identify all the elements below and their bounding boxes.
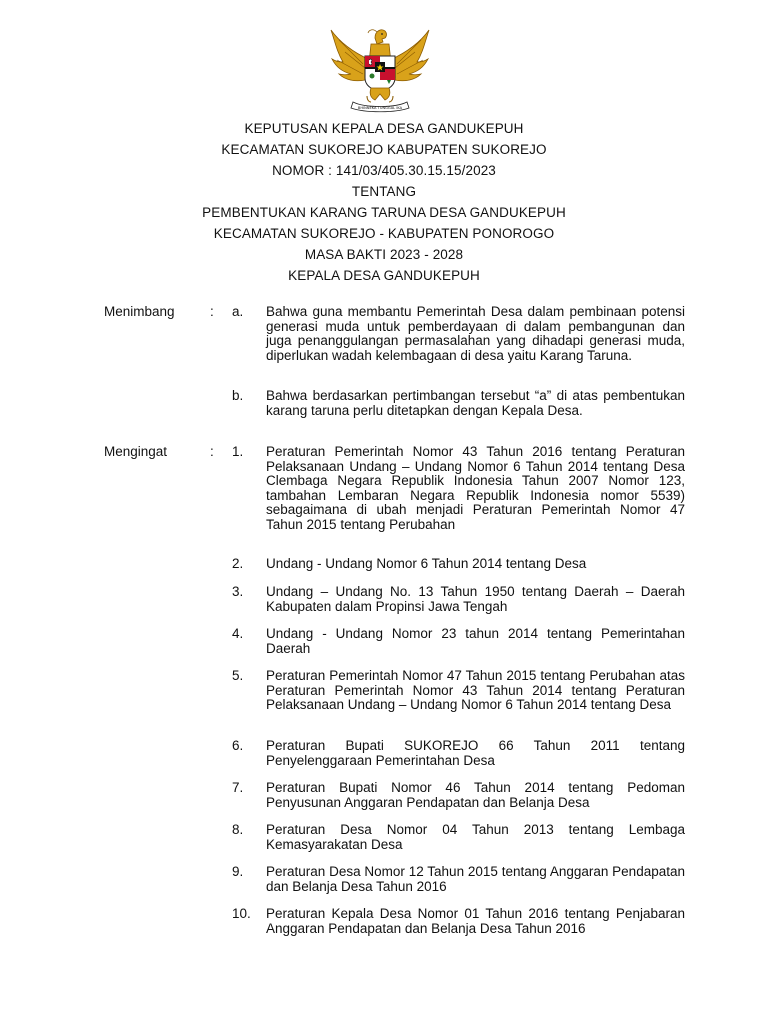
item-text: Undang – Undang No. 13 Tahun 1950 tentang Daerah – Daerah Kabupaten dalam Propinsi Jawa Tengah: [266, 584, 685, 614]
item-number: 8.: [232, 822, 244, 837]
item-text: Peraturan Kepala Desa Nomor 01 Tahun 2016 tentang Penjabaran Anggaran Pendapatan dan Belanja Desa Tahun 2016: [266, 906, 685, 936]
section-colon: :: [210, 444, 214, 459]
item-number: 2.: [232, 556, 244, 571]
header-authority: KEPALA DESA GANDUKEPUH: [288, 268, 480, 283]
item-number: 5.: [232, 668, 244, 683]
header-tentang: TENTANG: [351, 184, 417, 199]
item-number: 10.: [232, 906, 251, 921]
header-district: KECAMATAN SUKOREJO KABUPATEN SUKOREJO: [221, 142, 547, 157]
item-number: 4.: [232, 626, 244, 641]
item-number: 9.: [232, 864, 244, 879]
header-subject-region: KECAMATAN SUKOREJO - KABUPATEN PONOROGO: [213, 226, 555, 241]
item-number: 3.: [232, 584, 244, 599]
item-text: Undang - Undang Nomor 6 Tahun 2014 tentang Desa: [266, 556, 587, 571]
item-text: Peraturan Pemerintah Nomor 47 Tahun 2015 tentang Perubahan atas Peraturan Pemerintah Nomor 43 Tahun 2014 tentang Peraturan Pelaksanaan Undang – Undang Nomor 6 Tahun 2014 tentang Desa: [266, 668, 685, 712]
item-text: Bahwa guna membantu Pemerintah Desa dalam pembinaan potensi generasi muda untuk pemberdayaan di dalam pembangunan dan juga penanggulangan permasalahan yang dihadapi generasi muda, diperlukan wadah kelembagaan di desa yaitu Karang Taruna.: [266, 304, 685, 363]
item-text: Undang - Undang Nomor 23 tahun 2014 tentang Pemerintahan Daerah: [266, 626, 685, 656]
item-number: 7.: [232, 780, 244, 795]
header-number: NOMOR : 141/03/405.30.15.15/2023: [272, 163, 496, 178]
item-text: Bahwa berdasarkan pertimbangan tersebut “a” di atas pembentukan karang taruna perlu ditetapkan dengan Kepala Desa.: [266, 388, 685, 418]
item-text: Peraturan Desa Nomor 12 Tahun 2015 tentang Anggaran Pendapatan dan Belanja Desa Tahun 2016: [266, 864, 685, 894]
header-period: MASA BAKTI 2023 - 2028: [304, 247, 464, 262]
item-text: Peraturan Bupati SUKOREJO 66 Tahun 2011 tentang Penyelenggaraan Pemerintahan Desa: [266, 738, 685, 768]
garuda-pancasila-emblem: [325, 22, 435, 114]
item-text: Peraturan Desa Nomor 04 Tahun 2013 tentang Lembaga Kemasyarakatan Desa: [266, 822, 685, 852]
item-number: 6.: [232, 738, 244, 753]
item-number: a.: [232, 304, 244, 319]
header-subject: PEMBENTUKAN KARANG TARUNA DESA GANDUKEPUH: [202, 205, 566, 220]
section-title: Menimbang: [104, 304, 175, 319]
header-title: KEPUTUSAN KEPALA DESA GANDUKEPUH: [244, 121, 524, 136]
section-colon: :: [210, 304, 214, 319]
emblem-motto: BHINNEKA TUNGGAL IKA: [357, 106, 403, 110]
item-number: b.: [232, 388, 244, 403]
item-number: 1.: [232, 444, 244, 459]
item-text: Peraturan Pemerintah Nomor 43 Tahun 2016 tentang Peraturan Pelaksanaan Undang – Undang Nomor 6 Tahun 2014 tentang Desa Clembaga Negara Republik Indonesia Tahun 2007 Nomor 123, tambahan Lembaran Negara Republik Indonesia nomor 5539) sebagaimana di ubah menjadi Peraturan Pemerintah Nomor 47 Tahun 2015 tentang Perubahan: [266, 444, 685, 532]
item-text: Peraturan Bupati Nomor 46 Tahun 2014 tentang Pedoman Penyusunan Anggaran Pendapatan dan Belanja Desa: [266, 780, 685, 810]
section-title: Mengingat: [104, 444, 168, 459]
document-header: [0, 118, 768, 286]
